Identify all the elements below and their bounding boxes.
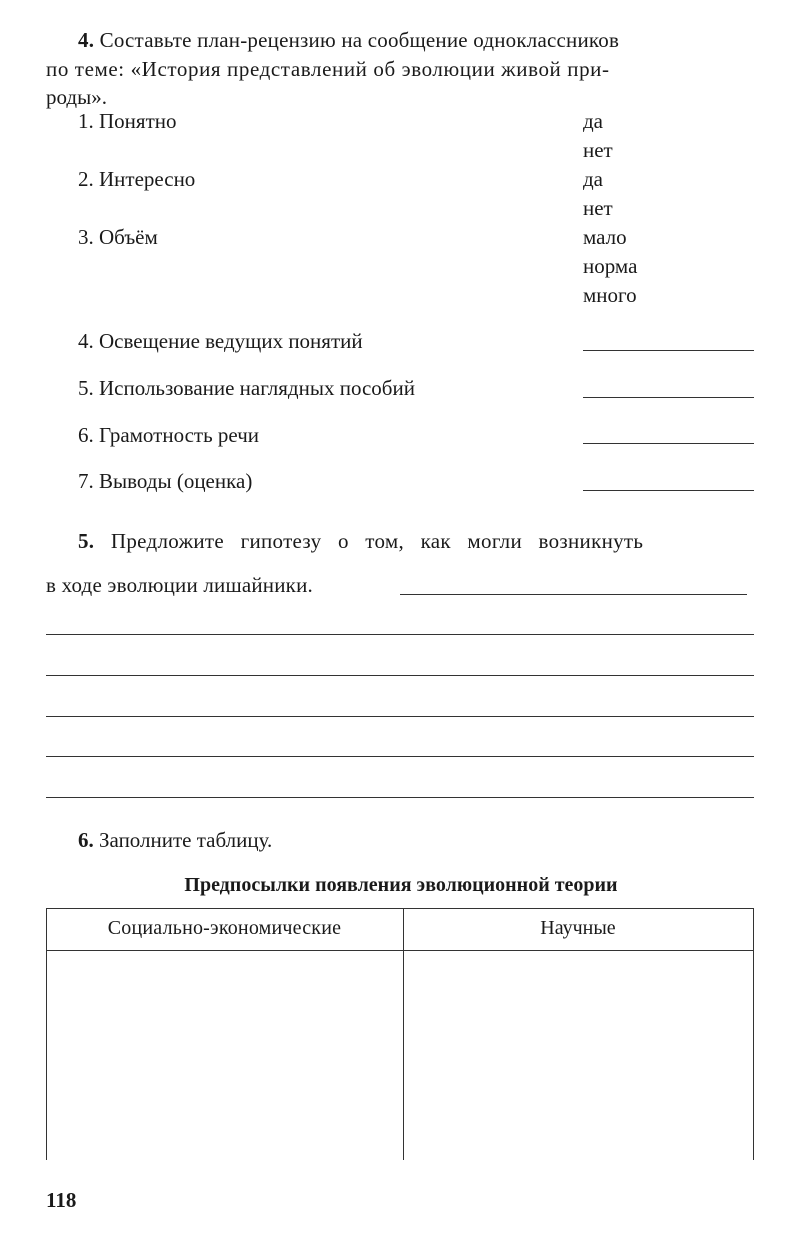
task5-answer-line-5[interactable] xyxy=(46,756,754,757)
task6-line xyxy=(78,828,272,853)
task5-answer-line-4[interactable] xyxy=(46,716,754,717)
cell-scientific[interactable] xyxy=(404,951,752,1159)
item-1-label: 1. Понятно xyxy=(78,109,177,133)
table-right-border xyxy=(753,908,754,1160)
cell-socio-economic[interactable] xyxy=(47,951,402,1159)
item-2-label: 2. Интересно xyxy=(78,167,196,191)
item-6-label: 6. Грамотность речи xyxy=(78,423,260,447)
task4-line2: по теме: «История представлений об эволюции живой при- xyxy=(46,57,610,81)
task5-number: 5. xyxy=(78,529,95,553)
task4-text-line1: Составьте план-рецензию на сообщение одноклассников xyxy=(99,28,620,52)
item-3-label: 3. Объём xyxy=(78,225,158,249)
task5-answer-line-3[interactable] xyxy=(46,675,754,676)
item-1-option-no: нет xyxy=(583,138,613,162)
item-7-label: 7. Выводы (оценка) xyxy=(78,469,253,493)
item-5-answer-line[interactable] xyxy=(583,397,754,398)
table-top-border xyxy=(46,908,753,909)
prerequisites-table xyxy=(46,908,753,1160)
item-4-answer-line[interactable] xyxy=(583,350,754,351)
item-6-answer-line[interactable] xyxy=(583,443,754,444)
column-header-scientific: Научные xyxy=(540,917,616,939)
column-header-socio-economic: Социально-экономические xyxy=(107,917,342,939)
task4-line1 xyxy=(78,28,753,53)
task5-answer-line-6[interactable] xyxy=(46,797,754,798)
item-3-option-much: много xyxy=(583,283,637,307)
item-2-option-no: нет xyxy=(583,196,613,220)
item-4-label: 4. Освещение ведущих понятий xyxy=(78,329,363,353)
task5-line1 xyxy=(78,529,643,554)
item-2-option-yes: да xyxy=(583,167,604,191)
task5-answer-line-2[interactable] xyxy=(46,634,754,635)
task4-line3: роды». xyxy=(46,85,107,109)
item-3-option-normal: норма xyxy=(583,254,638,278)
item-1-option-yes: да xyxy=(583,109,604,133)
task6-number: 6. xyxy=(78,828,94,852)
page-number: 118 xyxy=(46,1188,77,1212)
task6-text: Заполните таблицу. xyxy=(99,828,273,852)
item-7-answer-line[interactable] xyxy=(583,490,754,491)
table-title: Предпосылки появления эволюционной теории xyxy=(184,874,618,896)
task5-text-line1: Предложите гипотезу о том, как могли возникнуть xyxy=(110,529,644,553)
task4-number: 4. xyxy=(78,28,95,52)
task5-line2: в ходе эволюции лишайники. xyxy=(46,573,313,597)
item-5-label: 5. Использование наглядных пособий xyxy=(78,376,415,400)
task5-answer-line-1[interactable] xyxy=(400,594,747,595)
item-3-option-little: мало xyxy=(583,225,627,249)
